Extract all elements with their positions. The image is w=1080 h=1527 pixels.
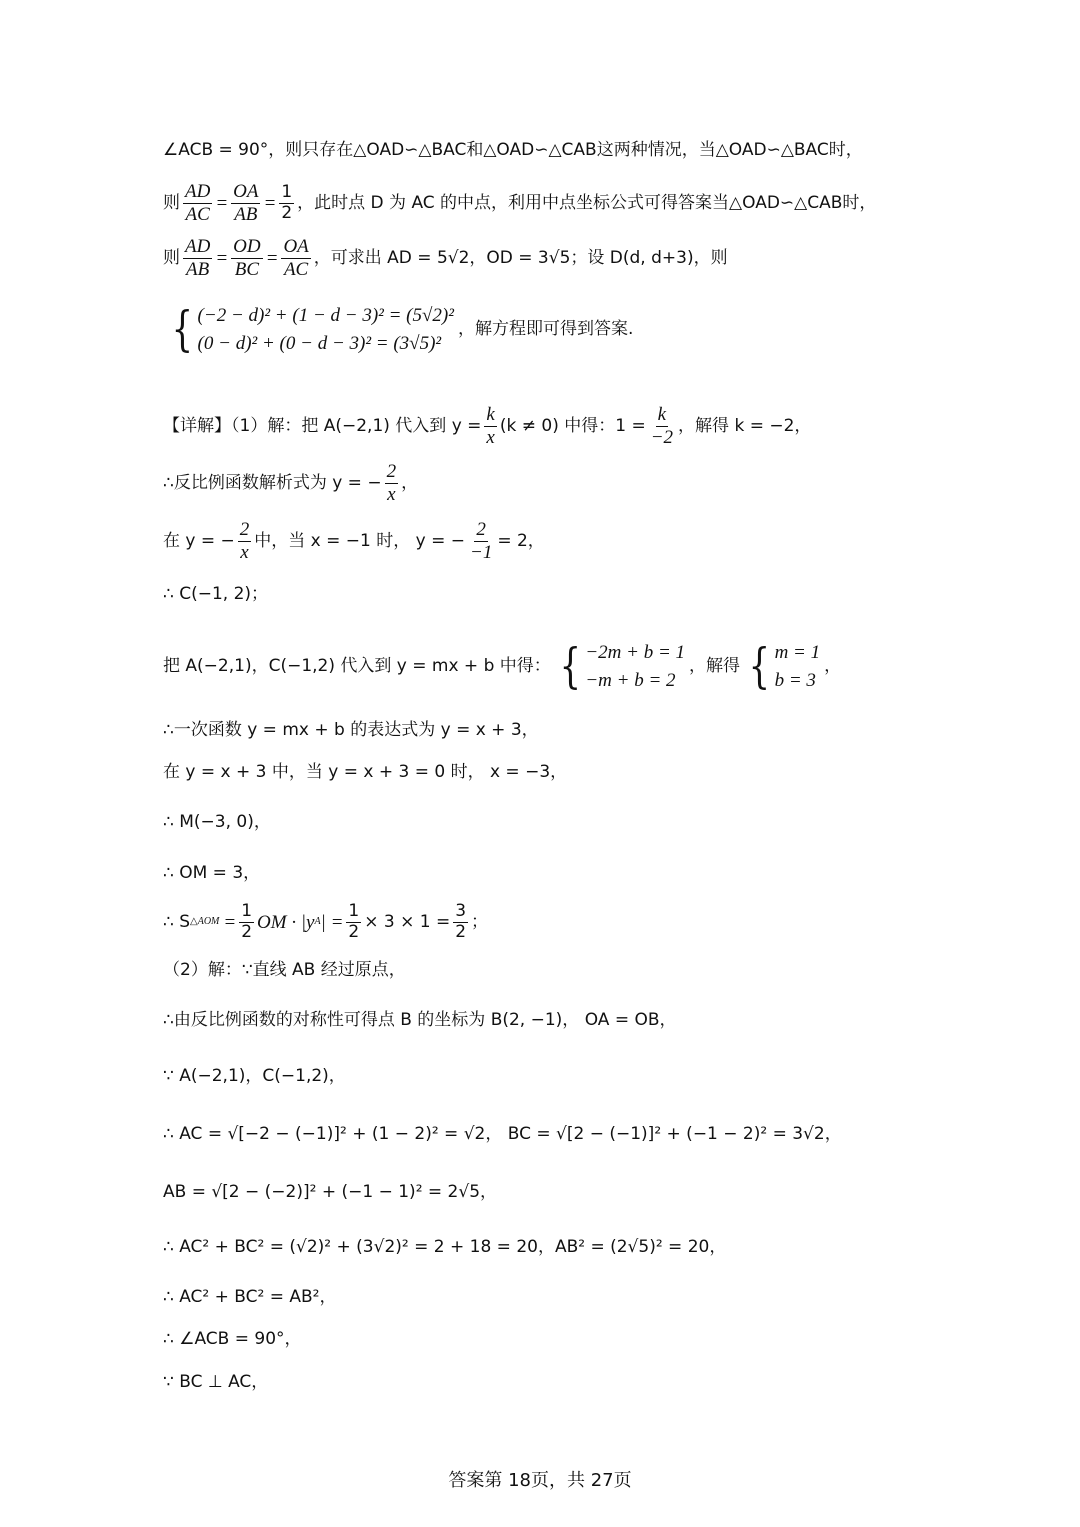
line-13-text: ∴ OM = 3， [163,863,261,883]
text-line-7 [163,520,545,563]
line-11-text: 在 y = x + 3 中，当 y = x + 3 = 0 时， x = −3， [163,762,568,782]
fraction-od-bc: $\frac{OD}{BC}$ [233,236,261,280]
text-line-14 [163,903,488,942]
text-line-19 [163,1184,497,1201]
line-5-middle: (k ≠ 0) 中得：1 = [499,415,646,436]
text-line-12 [163,814,271,831]
equation-system-1 [167,301,454,357]
fraction-three-halves: $\frac{3}{2}$ [455,901,467,942]
system-row-2: −m + b = 2 [585,669,676,691]
line-21-text: ∴ AC² + BC² = AB²， [163,1287,337,1307]
line-22-text: ∴ ∠ACB = 90°， [163,1329,302,1349]
left-brace: { [171,301,193,357]
system-row-2: b = 3 [774,669,816,691]
left-brace: { [748,638,770,694]
fraction-one-half: $\frac{1}{2}$ [241,901,253,942]
equals-sign: = [263,192,277,214]
text-line-21 [163,1289,337,1306]
fraction-one-half: $\frac{1}{2}$ [348,901,360,942]
text-line-13 [163,865,260,882]
text-line-18 [163,1126,842,1143]
line-2-prefix: 则 [163,192,180,213]
text-line-11 [163,764,567,781]
fraction-2-neg1: $\frac{2}{-1}$ [470,519,493,563]
fraction-one-half: $\frac{1}{2}$ [281,182,293,223]
line-7-prefix: 在 y = − [163,530,235,551]
fraction-2-x: $\frac{2}{x}$ [239,519,250,563]
text-line-9 [163,638,842,694]
system-row-1: (−2 − d)² + (1 − d − 3)² = (5√2)² [197,304,454,326]
text-line-16 [163,1012,677,1029]
text-line-4 [163,301,634,357]
line-23-text: ∵ BC ⊥ AC， [163,1372,269,1392]
line-4-suffix: ，解方程即可得到答案. [457,318,634,339]
line-20-text: ∴ AC² + BC² = (√2)² + (3√2)² = 2 + 18 = 20，AB² = (2√5)² = 20， [163,1237,727,1257]
line-12-text: ∴ M(−3, 0)， [163,812,271,832]
line-8-text: ∴ C(−1, 2)； [163,584,269,604]
line-2-suffix: ，此时点 D 为 AC 的中点，利用中点坐标公式可得答案当△OAD∽△CAB时， [297,192,877,213]
line-14-prefix: ∴ S [163,911,191,932]
line-3-prefix: 则 [163,247,180,268]
line-18-text: ∴ AC = √[−2 − (−1)]² + (1 − 2)² = √2， BC = √[2 − (−1)]² + (−1 − 2)² = 3√2， [163,1124,842,1144]
text-line-2 [163,182,876,225]
equals-sign: = [223,911,237,933]
line-14-suffix: ； [471,911,489,932]
line-6-suffix: ， [401,472,419,493]
line-17-text: ∵ A(−2,1)，C(−1,2)， [163,1066,346,1086]
line-16-text: ∴由反比例函数的对称性可得点 B 的坐标为 B(2, −1)， OA = OB， [163,1010,677,1030]
line-7-middle: 中，当 x = −1 时， y = − [254,530,466,551]
line-7-suffix: = 2， [497,530,545,551]
equals-sign: = [265,247,279,269]
area-subscript: △AOM [190,916,220,928]
line-1-text: ∠ACB = 90°，则只存在△OAD∽△BAC和△OAD∽△CAB这两种情况，当△OAD∽△BAC时， [163,140,863,160]
equals-sign: = [215,192,229,214]
page-footer: 答案第 18页，共 27页 [448,1470,632,1491]
line-3-suffix: ，可求出 AD = 5√2，OD = 3√5；设 D(d, d+3)，则 [313,247,728,268]
text-line-8 [163,586,268,603]
fraction-ad-ab: $\frac{AD}{AB}$ [185,236,211,280]
om-times-ya: OM · |y [257,911,315,933]
text-line-6 [163,462,418,505]
text-line-23 [163,1374,268,1391]
text-line-17 [163,1068,346,1085]
line-19-text: AB = √[2 − (−2)]² + (−1 − 1)² = 2√5， [163,1182,498,1202]
line-5-suffix: ，解得 k = −2， [678,415,812,436]
text-line-5 [163,405,811,448]
fraction-ad-ac: $\frac{AD}{AC}$ [185,181,211,225]
equals-sign: | = [320,911,344,933]
line-15-text: （2）解：∵直线 AB 经过原点， [163,960,406,980]
text-line-10 [163,722,539,739]
text-line-22 [163,1331,302,1348]
line-9-middle: ，解得 [689,655,741,676]
equation-system-3 [744,638,821,694]
system-row-2: (0 − d)² + (0 − d − 3)² = (3√5)² [197,332,442,354]
text-line-3 [163,237,728,280]
fraction-oa-ab: $\frac{OA}{AB}$ [233,181,259,225]
left-brace: { [559,638,581,694]
equation-system-2 [555,638,686,694]
ya-subscript: A [314,916,321,928]
line-9-suffix: ， [824,655,842,676]
line-10-text: ∴一次函数 y = mx + b 的表达式为 y = x + 3， [163,720,539,740]
line-5-prefix: 【详解】（1）解：把 A(−2,1) 代入到 y = [163,415,482,436]
product-expression: × 3 × 1 = [364,911,451,932]
fraction-oa-ac: $\frac{OA}{AC}$ [283,236,309,280]
text-line-1 [163,142,863,159]
line-6-prefix: ∴反比例函数解析式为 y = − [163,472,382,493]
system-row-1: −2m + b = 1 [585,641,686,663]
equals-sign: = [215,247,229,269]
text-line-15 [163,962,406,979]
system-row-1: m = 1 [774,641,821,663]
fraction-k-neg2: $\frac{k}{-2}$ [650,404,674,448]
text-line-20 [163,1239,726,1256]
fraction-k-x: $\frac{k}{x}$ [486,404,495,448]
fraction-2-x: $\frac{2}{x}$ [386,461,397,505]
line-9-prefix: 把 A(−2,1)，C(−1,2) 代入到 y = mx + b 中得： [163,655,551,676]
